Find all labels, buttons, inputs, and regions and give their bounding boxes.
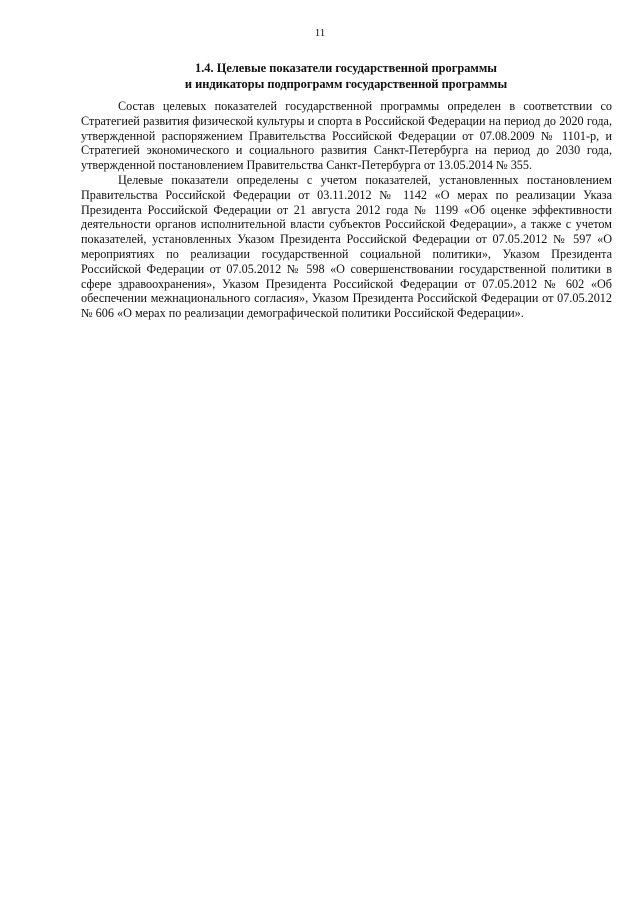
section-heading — [80, 60, 612, 92]
section-heading-line-2: и индикаторы подпрограмм государственной программы — [184, 77, 508, 91]
section-heading-line-1: 1.4. Целевые показатели государственной программы — [195, 61, 497, 75]
section-body — [81, 99, 612, 321]
paragraph-2: Целевые показатели определены с учетом показателей, установленных постановлением Правительства Российской Федерации от 03.11.2012 № 1142 «О мерах по реализации Указа Президента Российской Федерации от 21 августа 2012 года № 1199 «Об оценке эффективности деятельности органов исполнительной власти субъектов Российской Федерации», а также с учетом показателей, установленных Указом Президента Российской Федерации от 07.05.2012 № 597 «О мероприятиях по реализации государственной социальной политики», Указом Президента Российской Федерации от 07.05.2012 № 598 «О совершенствовании государственной политики в сфере здравоохранения», Указом Президента Российской Федерации от 07.05.2012 № 602 «Об обеспечении межнационального согласия», Указом Президента Российской Федерации от 07.05.2012 № 606 «О мерах по реализации демографической политики Российской Федерации». — [81, 172, 612, 321]
page-number: 11 — [314, 27, 326, 39]
paragraph-1: Состав целевых показателей государственной программы определен в соответствии со Стратегией развития физической культуры и спорта в Российской Федерации на период до 2020 года, утвержденной распоряжением Правительства Российской Федерации от 07.08.2009 № 1101-р, и Стратегией экономического и социального развития Санкт-Петербурга на период до 2030 года, утвержденной постановлением Правительства Санкт-Петербурга от 13.05.2014 № 355. — [81, 99, 612, 173]
